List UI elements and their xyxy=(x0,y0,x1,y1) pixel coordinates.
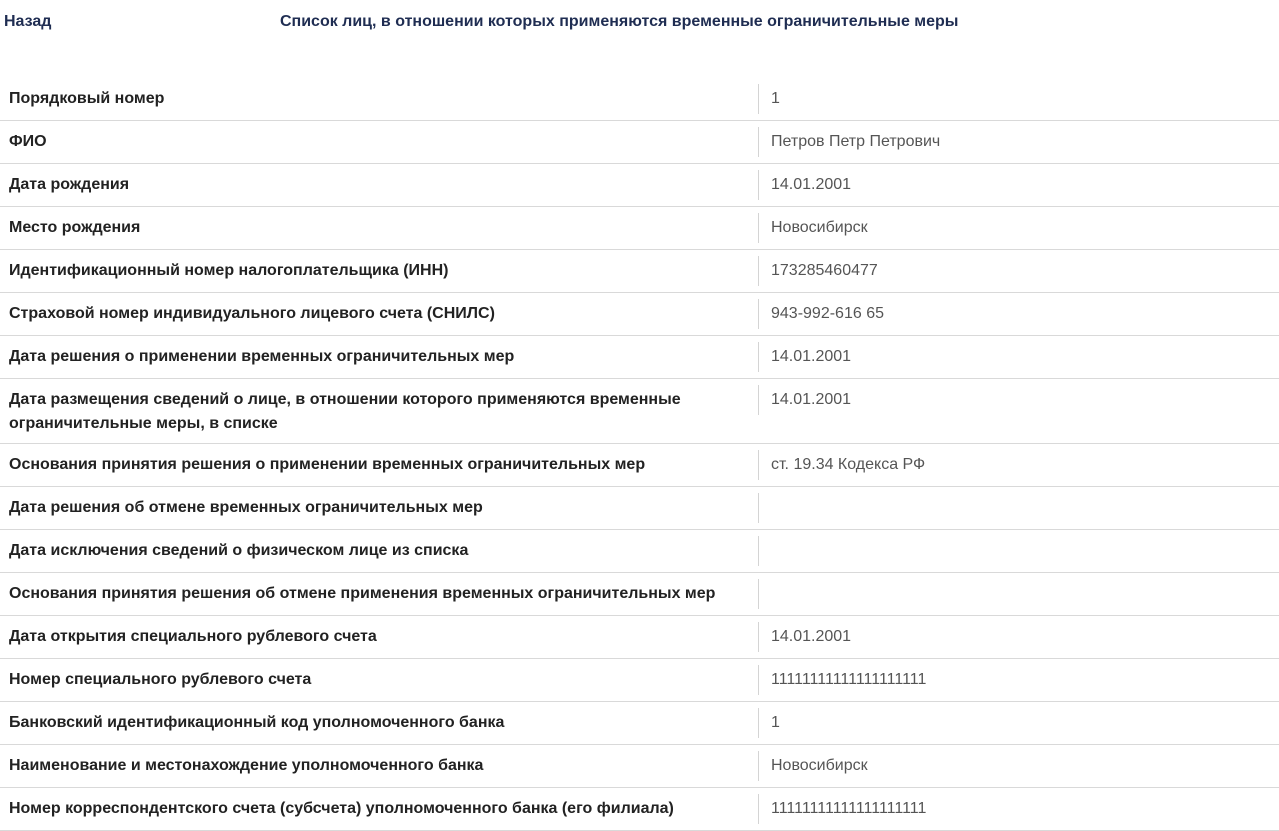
field-value: 14.01.2001 xyxy=(758,385,1279,415)
table-row xyxy=(0,659,1279,702)
field-value: 943-992-616 65 xyxy=(758,299,1279,329)
field-label: Дата решения о применении временных ограничительных мер xyxy=(9,348,515,365)
field-label: Дата решения об отмене временных ограничительных мер xyxy=(9,499,483,516)
field-value: 1 xyxy=(758,84,1279,114)
table-row xyxy=(0,788,1279,831)
field-label: Страховой номер индивидуального лицевого счета (СНИЛС) xyxy=(9,305,495,322)
page-title: Список лиц, в отношении которых применяются временные ограничительные меры xyxy=(280,13,959,30)
field-label: Порядковый номер xyxy=(9,90,165,107)
field-value: 11111111111111111111 xyxy=(758,794,1279,824)
field-value: Новосибирск xyxy=(758,751,1279,781)
table-row xyxy=(0,121,1279,164)
table-row xyxy=(0,207,1279,250)
field-label: Дата исключения сведений о физическом лице из списка xyxy=(9,542,469,559)
table-row xyxy=(0,250,1279,293)
table-row xyxy=(0,616,1279,659)
table-row xyxy=(0,336,1279,379)
field-value: 14.01.2001 xyxy=(758,170,1279,200)
field-value: 173285460477 xyxy=(758,256,1279,286)
table-row xyxy=(0,745,1279,788)
field-label: Дата рождения xyxy=(9,176,130,193)
table-row xyxy=(0,379,1279,444)
field-value: 14.01.2001 xyxy=(758,622,1279,652)
table-row xyxy=(0,164,1279,207)
field-label: Наименование и местонахождение уполномоченного банка xyxy=(9,757,484,774)
table-row xyxy=(0,78,1279,121)
field-value: ст. 19.34 Кодекса РФ xyxy=(758,450,1279,480)
field-label: Номер специального рублевого счета xyxy=(9,671,312,688)
field-value: 1 xyxy=(758,708,1279,738)
field-label: Дата размещения сведений о лице, в отношении которого применяются временные ограничительные меры, в списке xyxy=(9,391,681,432)
field-label: Идентификационный номер налогоплательщика (ИНН) xyxy=(9,262,449,279)
back-link[interactable]: Назад xyxy=(4,13,52,30)
field-label: Место рождения xyxy=(9,219,141,236)
field-label: Основания принятия решения о применении временных ограничительных мер xyxy=(9,456,646,473)
table-row xyxy=(0,444,1279,487)
field-value xyxy=(758,579,1279,609)
field-label: ФИО xyxy=(9,133,47,150)
table-row xyxy=(0,702,1279,745)
table-row xyxy=(0,573,1279,616)
field-label: Дата открытия специального рублевого счета xyxy=(9,628,377,645)
field-value xyxy=(758,493,1279,523)
field-value xyxy=(758,536,1279,566)
field-label: Номер корреспондентского счета (субсчета) уполномоченного банка (его филиала) xyxy=(9,800,674,817)
table-row xyxy=(0,530,1279,573)
field-value: 14.01.2001 xyxy=(758,342,1279,372)
field-value: 11111111111111111111 xyxy=(758,665,1279,695)
field-label: Основания принятия решения об отмене применения временных ограничительных мер xyxy=(9,585,716,602)
field-label: Банковский идентификационный код уполномоченного банка xyxy=(9,714,505,731)
field-value: Петров Петр Петрович xyxy=(758,127,1279,157)
table-row xyxy=(0,487,1279,530)
details-table xyxy=(0,78,1279,831)
field-value: Новосибирск xyxy=(758,213,1279,243)
table-row xyxy=(0,293,1279,336)
